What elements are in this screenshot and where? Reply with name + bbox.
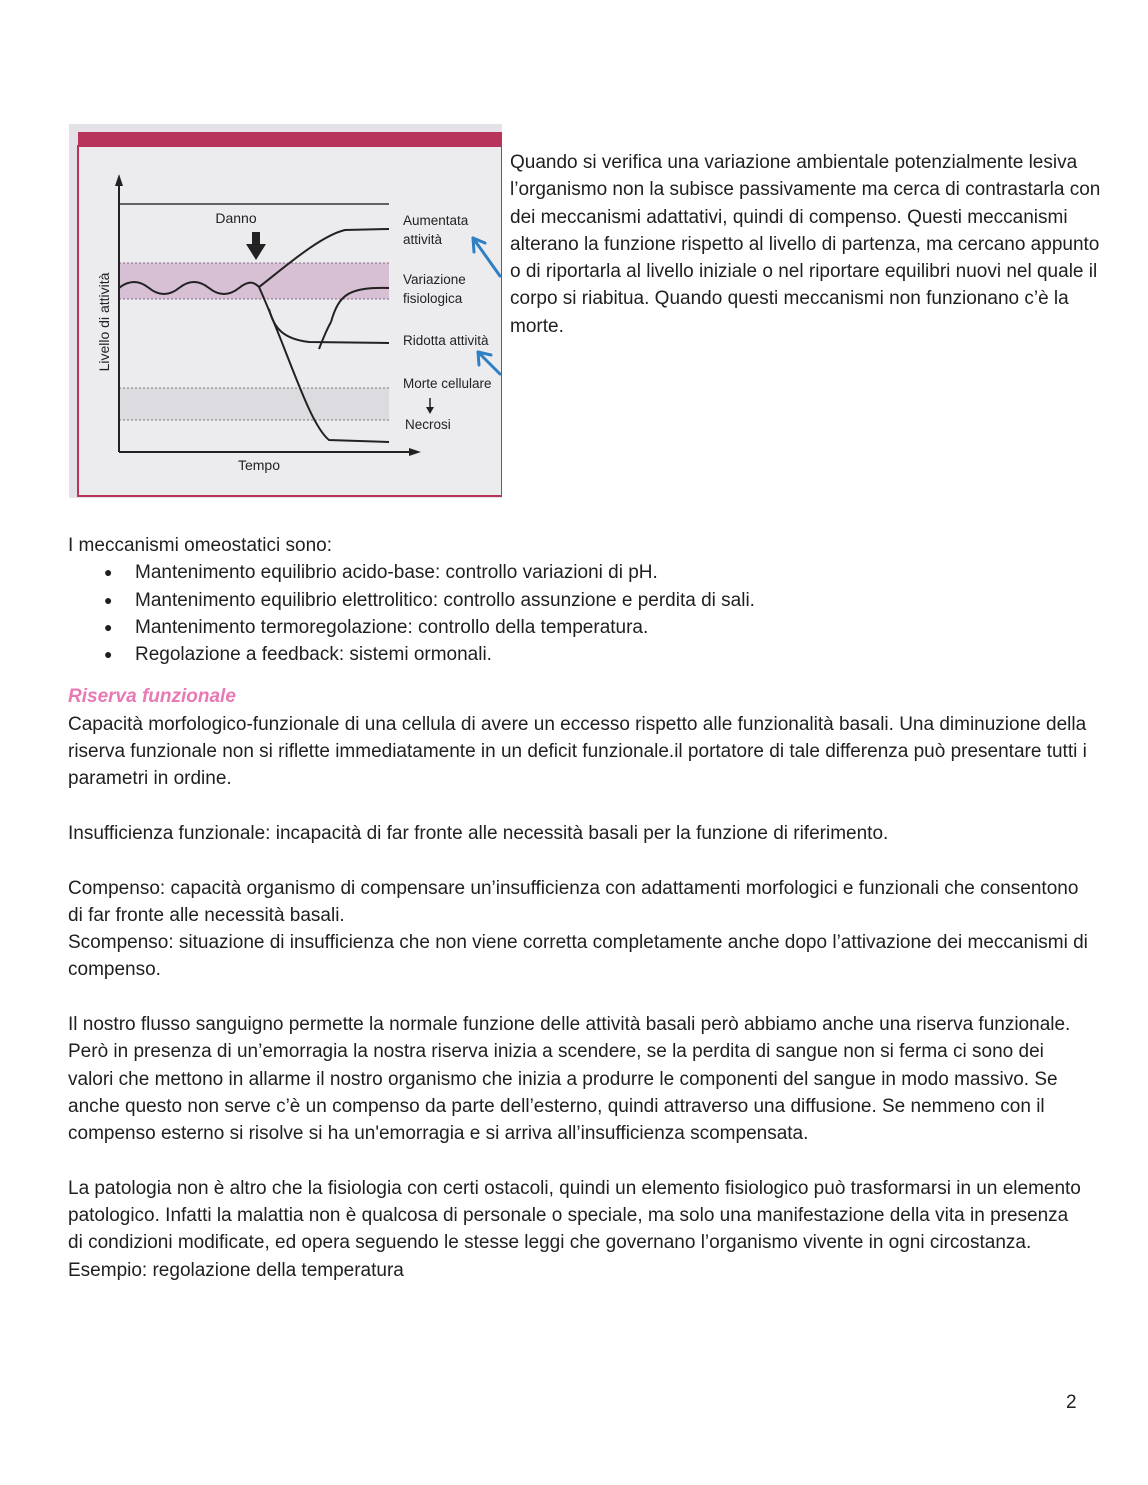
adaptation-diagram (69, 124, 502, 498)
reduced-activity-label: Ridotta attività (403, 333, 489, 348)
paragraph-flusso: Il nostro flusso sanguigno permette la normale funzione delle attività basali però abbiamo anche una riserva funzionale. Però in presenza di un’emorragia la nostra riserva inizia a scendere, se la perdita di sangue non si ferma ci sono dei valori che mettono in allarme il nostro organismo che inizia a produrre le componenti del sangue in modo massivo. Se anche questo non serve c’è un compenso da parte dell’esterno, quindi attraverso una diffusione. Se nemmeno con il compenso esterno si risolve si ha un'emorragia e si arriva all’insufficienza scompensata. (68, 1014, 1071, 1145)
list-item: ● Mantenimento equilibrio acido-base: controllo variazioni di pH. (68, 559, 1088, 586)
damage-label: Danno (215, 210, 257, 226)
homeostatic-mechanisms-list (68, 559, 1088, 668)
list-intro: I meccanismi omeostatici sono: (68, 535, 332, 556)
paragraph-compenso: Compenso: capacità organismo di compensare un’insufficienza con adattamenti morfologici e funzionali che consentono di far fronte alle necessità basali. (68, 877, 1079, 926)
physiological-variation-label-1: Variazione (403, 272, 466, 287)
figure-frame (78, 146, 502, 496)
paragraph-patologia: La patologia non è altro che la fisiologia con certi ostacoli, quindi un elemento fisiologico può trasformarsi in un elemento patologico. Infatti la malattia non è qualcosa di personale o speciale, ma solo una manifestazione della vita in presenza di condizioni modificate, ed opera seguendo le stesse leggi che governano l’organismo vivente in ogni circostanza. (68, 1177, 1081, 1254)
y-axis-label: Livello di attività (96, 272, 112, 372)
list-item: ● Mantenimento termoregolazione: controllo della temperatura. (68, 614, 1088, 641)
figure-side-paragraph: Quando si verifica una variazione ambientale potenzialmente lesiva l’organismo non la subisce passivamente ma cerca di contrastarla con dei meccanismi adattativi, quindi di compenso. Questi meccanismi alterano la funzione rispetto al livello di partenza, ma cercano appunto o di riportarla al livello iniziale o nel riportare equilibri nuovi nel quale il corpo si riabitua. Quando questi meccanismi non funzionano c’è la morte. (510, 152, 1101, 337)
figure-top-band (78, 132, 502, 146)
paragraph-esempio: Esempio: regolazione della temperatura (68, 1259, 404, 1281)
adaptation-figure (69, 124, 502, 498)
physiological-variation-label-2: fisiologica (403, 291, 463, 306)
paragraph-riserva: Capacità morfologico-funzionale di una cellula di avere un eccesso rispetto alle funzionalità basali. Una diminuzione della riserva funzionale non si riflette immediatamente in un deficit funzionale.il portatore di tale differenza può presentare tutti i parametri in ordine. (68, 713, 1087, 790)
necrosis-label: Necrosi (405, 417, 451, 432)
paragraph-scompenso: Scompenso: situazione di insufficienza che non viene corretta completamente anche dopo l’attivazione dei meccanismi di compenso. (68, 932, 1088, 981)
page-number: 2 (1066, 1392, 1077, 1413)
cell-death-band (119, 388, 389, 420)
section-heading: Riserva funzionale (68, 686, 236, 708)
increased-activity-label-2: attività (403, 232, 443, 247)
main-content (68, 532, 1088, 1284)
x-axis-label: Tempo (237, 457, 281, 473)
damage-arrow-shaft (252, 232, 260, 246)
paragraph-insufficienza: Insufficienza funzionale: incapacità di far fronte alle necessità basali per la funzione di riferimento. (68, 822, 889, 844)
cell-death-label: Morte cellulare (403, 376, 492, 391)
increased-activity-label-1: Aumentata (403, 213, 469, 228)
list-item: ● Mantenimento equilibrio elettrolitico: controllo assunzione e perdita di sali. (68, 587, 1088, 614)
list-item: ● Regolazione a feedback: sistemi ormonali. (68, 641, 1088, 668)
